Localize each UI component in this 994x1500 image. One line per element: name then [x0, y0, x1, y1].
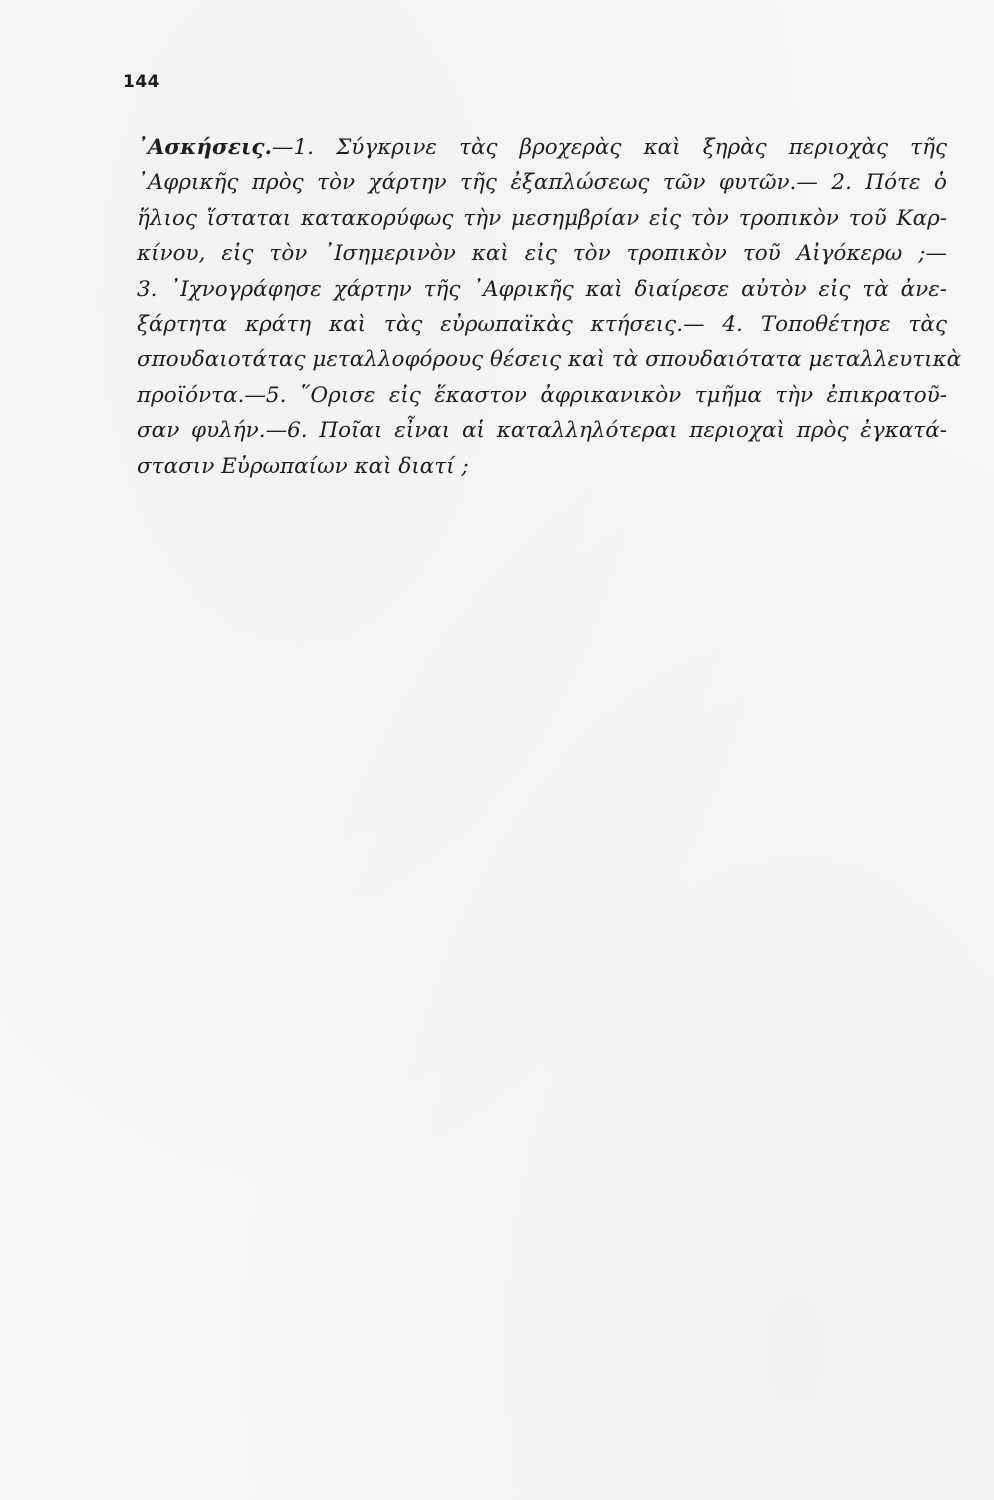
text-line-last: στασιν Εὐρωπαίων καὶ διατί ;: [137, 453, 469, 479]
text-line: ξάρτητα κράτη καὶ τὰς εὐρωπαϊκὰς κτήσεις.— 4. Τοποθέτησε τὰς: [137, 311, 947, 337]
text-line: ἥλιος ἵσταται κατακορύφως τὴν μεσημβρίαν εἰς τὸν τροπικὸν τοῦ Καρ-: [137, 205, 947, 231]
text-line: σπουδαιοτάτας μεταλλοφόρους θέσεις καὶ τὰ σπουδαιότατα μεταλλευτικὰ: [137, 347, 962, 373]
text-line-content: —1. Σύγκρινε τὰς βροχερὰς καὶ ξηρὰς περιοχὰς τῆς: [271, 135, 947, 160]
exercises-heading: ᾿Ασκήσεις.: [137, 135, 272, 160]
text-line: σαν φυλήν.—6. Ποῖαι εἶναι αἱ καταλληλότεραι περιοχαὶ πρὸς ἐγκατά-: [137, 418, 947, 444]
text-line: προϊόντα.—5. ῞Ορισε εἰς ἕκαστον ἀφρικανικὸν τμῆμα τὴν ἐπικρατοῦ-: [137, 382, 947, 408]
page-number: 144: [123, 72, 160, 92]
text-line: κίνου, εἰς τὸν ᾿Ισημερινὸν καὶ εἰς τὸν τροπικὸν τοῦ Αἰγόκερω ;—: [137, 241, 947, 267]
text-line: ᾿Αφρικῆς πρὸς τὸν χάρτην τῆς ἐξαπλώσεως τῶν φυτῶν.— 2. Πότε ὁ: [137, 170, 947, 196]
exercises-paragraph: [137, 130, 962, 484]
text-line: 3. ᾿Ιχνογράφησε χάρτην τῆς ᾿Αφρικῆς καὶ διαίρεσε αὐτὸν εἰς τὰ ἀνε-: [137, 276, 947, 302]
text-line: [137, 130, 947, 165]
